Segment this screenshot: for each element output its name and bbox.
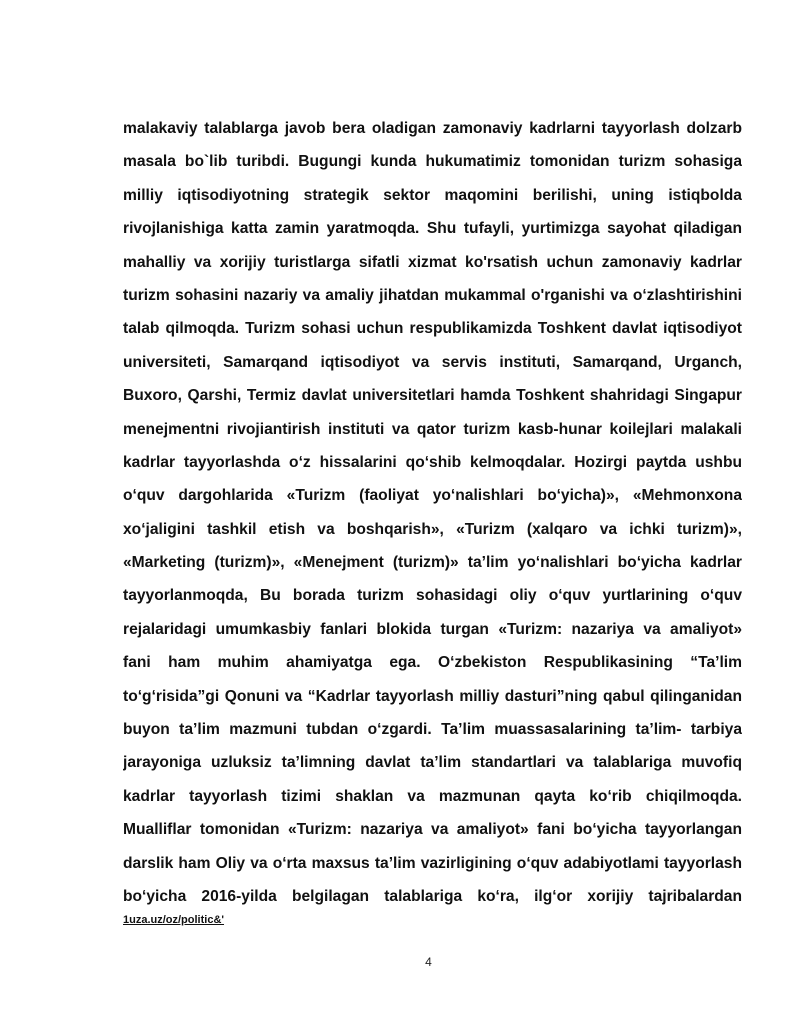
text-line: darslik ham Oliy va o‘rta maxsus ta’lim vazirligining o‘quv adabiyotlami tayyorlash — [123, 854, 742, 872]
page-number: 4 — [425, 955, 432, 969]
text-line: milliy iqtisodiyotning strategik sektor maqomini berilishi, uning istiqbolda — [123, 186, 742, 204]
text-line: bo‘yicha 2016-yilda belgilagan talablariga ko‘ra, ilg‘or xorijiy tajribalardan — [123, 887, 742, 905]
text-line: rejalaridagi umumkasbiy fanlari blokida turgan «Turizm: nazariya va amaliyot» — [123, 620, 742, 638]
text-line: rivojlanishiga katta zamin yaratmoqda. Shu tufayli, yurtimizga sayohat qiladigan — [123, 220, 742, 238]
text-line: universiteti, Samarqand iqtisodiyot va servis instituti, Samarqand, Urganch, — [123, 353, 742, 371]
text-line: xo‘jaligini tashkil etish va boshqarish», «Turizm (xalqaro va ichki turizm)», — [123, 520, 742, 538]
text-line: malakaviy talablarga javob bera oladigan zamonaviy kadrlarni tayyorlash dolzarb — [123, 120, 742, 137]
text-line: menejmentni rivojiantirish instituti va qator turizm kasb-hunar koilejlari malakali — [123, 420, 742, 438]
text-line: to‘g‘risida”gi Qonuni va “Kadrlar tayyorlash milliy dasturi”ning qabul qilinganidan — [123, 687, 742, 705]
text-line: buyon ta’lim mazmuni tubdan o‘zgardi. Ta’lim muassasalarining ta’lim- tarbiya — [123, 721, 742, 739]
text-line: kadrlar tayyorlashda o‘z hissalarini qo‘shib kelmoqdalar. Hozirgi paytda ushbu — [123, 453, 742, 471]
text-line: Buxoro, Qarshi, Termiz davlat universitetlari hamda Toshkent shahridagi Singapur — [123, 387, 742, 405]
text-line: fani ham muhim ahamiyatga ega. O‘zbekiston Respublikasining “Ta’lim — [123, 654, 742, 672]
text-line: «Marketing (turizm)», «Menejment (turizm)» ta’lim yo‘nalishlari bo‘yicha kadrlar — [123, 554, 742, 572]
text-line: tayyorlanmoqda, Bu borada turizm sohasidagi oliy o‘quv yurtlarining o‘quv — [123, 587, 742, 605]
text-line: talab qilmoqda. Turizm sohasi uchun respublikamizda Toshkent davlat iqtisodiyot — [123, 320, 742, 338]
text-line: mahalliy va xorijiy turistlarga sifatli xizmat ko'rsatish uchun zamonaviy kadrlar — [123, 253, 742, 271]
text-line: o‘quv dargohlarida «Turizm (faoliyat yo‘nalishlari bo‘yicha)», «Mehmonxona — [123, 487, 742, 505]
text-line: masala bo`lib turibdi. Bugungi kunda hukumatimiz tomonidan turizm sohasiga — [123, 153, 742, 171]
footnote-link[interactable]: 1uza.uz/oz/politic&' — [123, 914, 225, 926]
text-line: jarayoniga uzluksiz ta’limning davlat ta’lim standartlari va talablariga muvofiq — [123, 754, 742, 772]
body-text — [123, 112, 742, 913]
text-line: Mualliflar tomonidan «Turizm: nazariya va amaliyot» fani bo‘yicha tayyorlangan — [123, 821, 742, 839]
text-line: turizm sohasini nazariy va amaliy jihatdan mukammal o'rganishi va o‘zlashtirishini — [123, 286, 742, 304]
text-line: kadrlar tayyorlash tizimi shaklan va mazmunan qayta ko‘rib chiqilmoqda. — [123, 787, 742, 805]
